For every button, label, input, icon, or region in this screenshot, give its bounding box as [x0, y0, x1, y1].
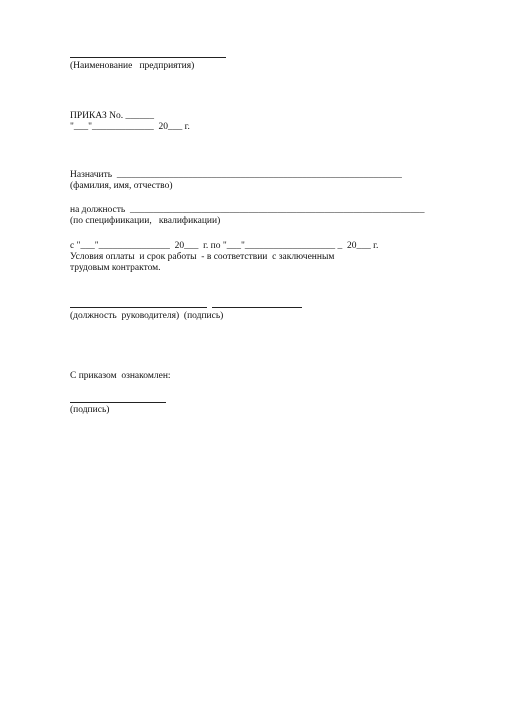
acknowledged-label: С приказом ознакомлен: [70, 371, 171, 381]
order-number: ПРИКАЗ No. ______ [70, 111, 154, 121]
signature-caption: (должность руководителя) (подпись) [70, 311, 224, 321]
terms-line-2: трудовым контрактом. [70, 263, 161, 273]
appoint-line: Назначить ____________________________________________________________ [70, 170, 402, 180]
company-name-line [70, 57, 226, 58]
position-caption: (по специфиикации, квалификации) [70, 216, 221, 226]
terms-line-1: Условия оплаты и срок работы - в соответствии с заключенным [70, 252, 335, 262]
manager-signature-line [212, 307, 302, 308]
appoint-caption: (фамилия, имя, отчество) [70, 181, 173, 191]
employee-signature-caption: (подпись) [70, 405, 110, 415]
position-line: на должность ______________________________________________________________ [70, 205, 425, 215]
order-date: "___"_____________ 20___ г. [70, 122, 190, 132]
manager-position-line [70, 307, 207, 308]
employee-signature-line [70, 402, 166, 403]
period-line: с "___"_______________ 20___ г. по "___"___________________ _ 20___ г. [70, 241, 379, 251]
company-caption: (Наименование предприятия) [70, 61, 195, 71]
